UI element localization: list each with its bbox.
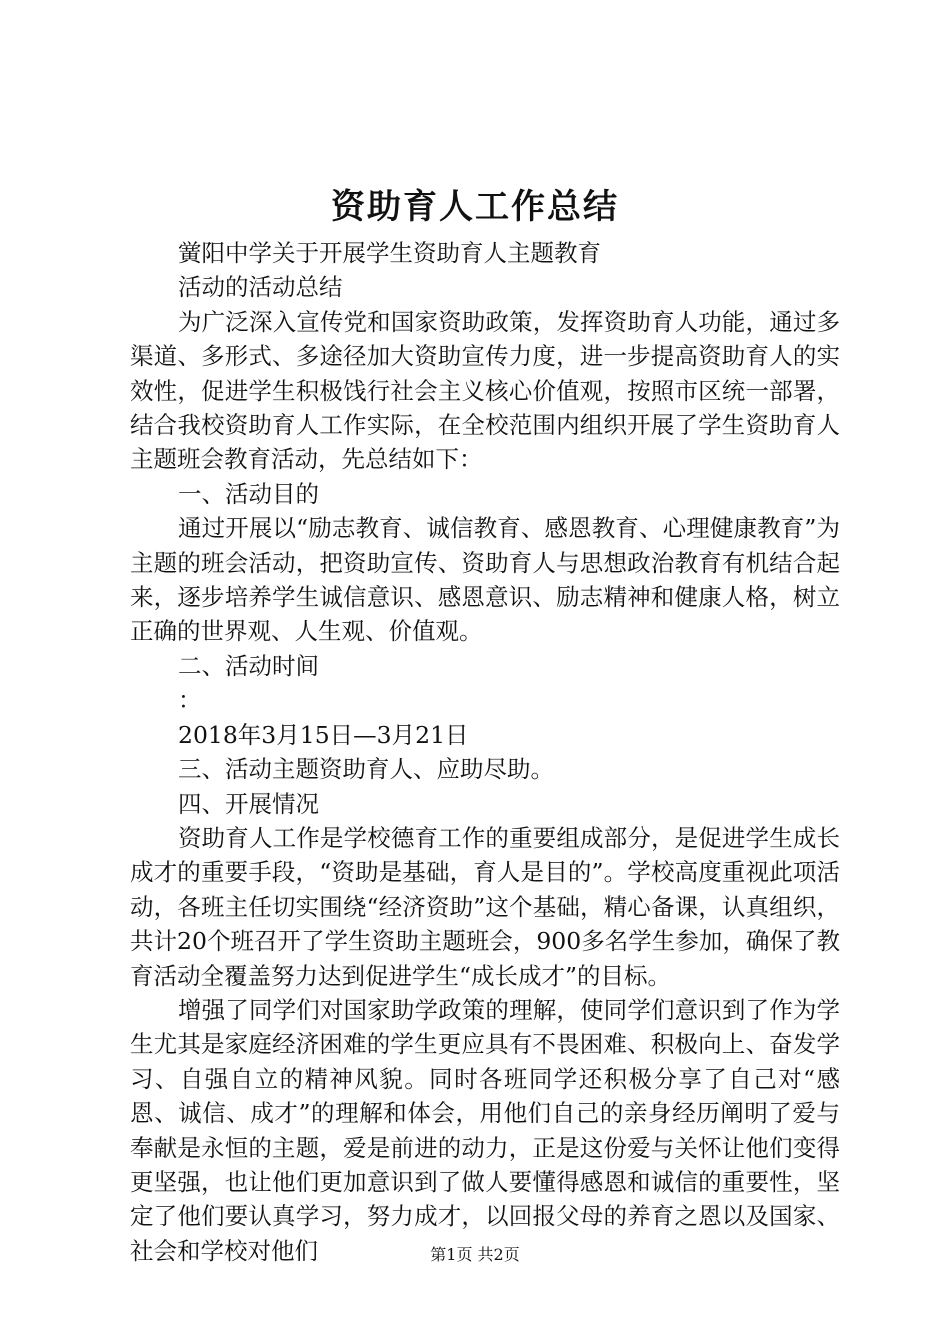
document-title: 资助育人工作总结	[331, 187, 619, 227]
page-footer: 第1页 共2页	[430, 1245, 520, 1264]
paragraph-progress: 资助育人工作是学校德育工作的重要组成部分，是促进学生成长成才的重要手段，“资助是基础，育人是目的”。学校高度重视此项活动，各班主任切实围绕“经济资助”这个基础，精心备课，认真组织，共计20个班召开了学生资助主题班会，900多名学生参加，确保了教育活动全覆盖努力达到促进学生“成长成才”的目标。	[130, 823, 840, 990]
section-heading-time: 二、活动时间	[178, 651, 319, 680]
document-body	[130, 236, 840, 1268]
section-heading-purpose: 一、活动目的	[178, 479, 319, 508]
paragraph-intro: 为广泛深入宣传党和国家资助政策，发挥资助育人功能，通过多渠道、多形式、多途径加大资助宣传力度，进一步提高资助育人的实效性，促进学生积极饯行社会主义核心价值观，按照市区统一部署，结合我校资助育人工作实际，在全校范围内组织开展了学生资助育人主题班会教育活动，先总结如下：	[130, 307, 840, 474]
paragraph-purpose: 通过开展以“励志教育、诚信教育、感恩教育、心理健康教育”为主题的班会活动，把资助宣传、资助育人与思想政治教育有机结合起来，逐步培养学生诚信意识、感恩意识、励志精神和健康人格，树立正确的世界观、人生观、价值观。	[130, 514, 840, 646]
paragraph-subtitle-line-2: 活动的活动总结	[178, 273, 343, 302]
paragraph-effects: 增强了同学们对国家助学政策的理解，使同学们意识到了作为学生尤其是家庭经济困难的学生更应具有不畏困难、积极向上、奋发学习、自强自立的精神风貌。同时各班同学还积极分享了自己对“感恩、诚信、成才”的理解和体会，用他们自己的亲身经历阐明了爱与奉献是永恒的主题，爱是前进的动力，正是这份爱与关怀让他们变得更坚强，也让他们更加意识到了做人要懂得感恩和诚信的重要性，坚定了他们要认真学习，努力成才，以回报父母的养育之恩以及国家、社会和学校对他们	[130, 995, 840, 1265]
paragraph-subtitle-line-1: 黉阳中学关于开展学生资助育人主题教育	[178, 239, 601, 267]
paragraph-time-colon: ：	[178, 686, 202, 715]
section-heading-progress: 四、开展情况	[178, 789, 319, 818]
section-heading-theme: 三、活动主题资助育人、应助尽助。	[178, 755, 554, 784]
paragraph-time-range: 2018年3月15日—3月21日	[178, 720, 469, 749]
